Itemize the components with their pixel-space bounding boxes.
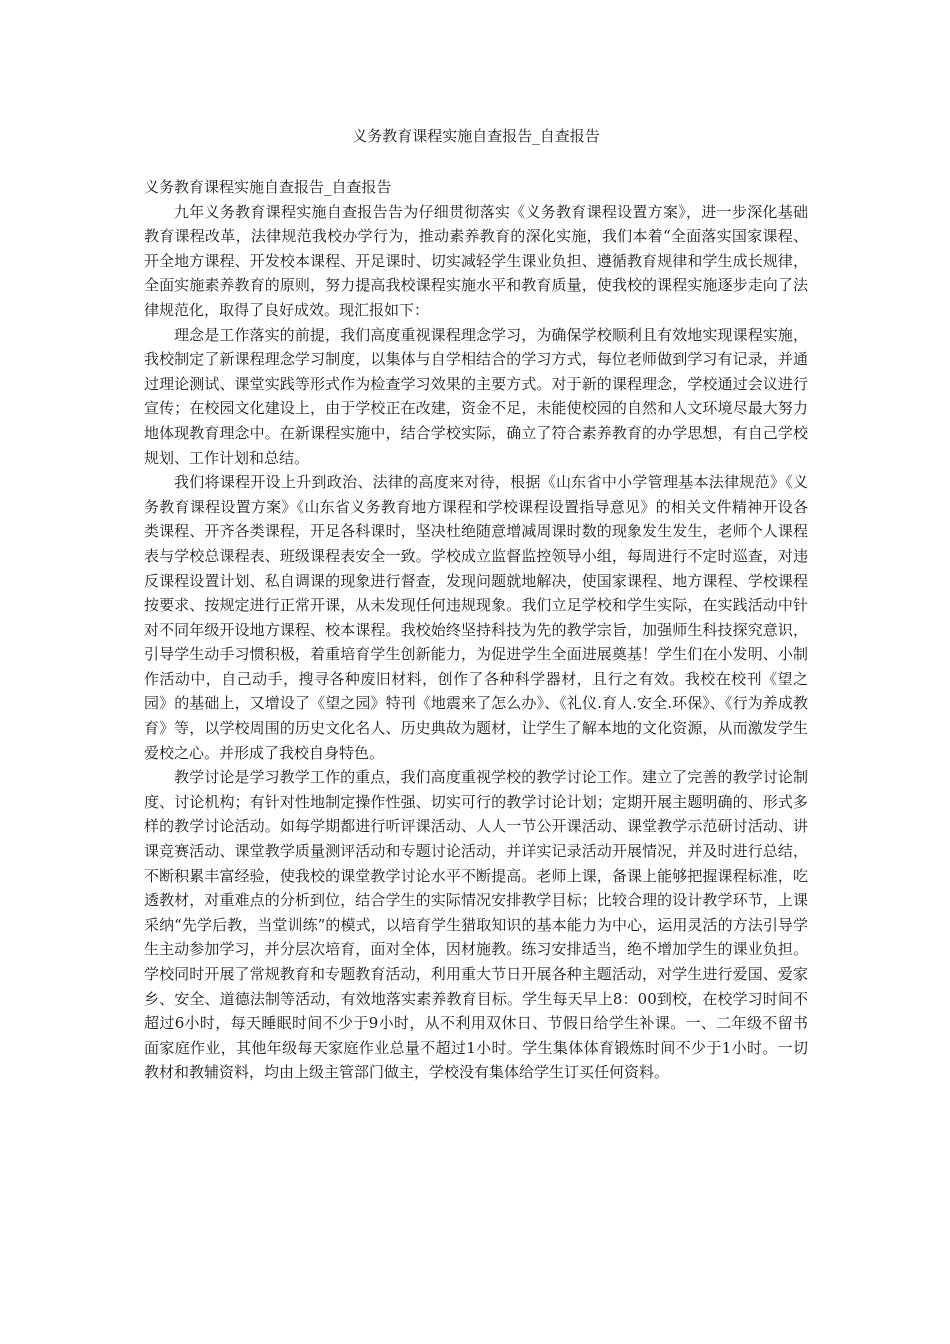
document-title: 义务教育课程实施自查报告_自查报告 xyxy=(352,127,600,145)
paragraph-course-offering: 我们将课程开设上升到政治、法律的高度来对待，根据《山东省中小学管理基本法律规范》《义务教育课程设置方案》《山东省义务教育地方课程和学校课程设置指导意见》的相关文件精神开设各类课程、开齐各类课程，开足各科课时，坚决杜绝随意增减周课时数的现象发生发生，老师个人课程表与学校总课程表、班级课程表安全一致。学校成立监督监控领导小组，每周进行不定时巡查，对违反课程设置计划、私自调课的现象进行督查，发现问题就地解决，使国家课程、地方课程、学校课程按要求、按规定进行正常开课，从未发现任何违规现象。我们立足学校和学生实际，在实践活动中针对不同年级开设地方课程、校本课程。我校始终坚持科技为先的教学宗旨，加强师生科技探究意识，引导学生动手习惯积极，着重培育学生创新能力，为促进学生全面进展奠基！学生们在小发明、小制作活动中，自己动手，搜寻各种废旧材料，创作了各种科学器材，且行之有效。我校在校刊《望之园》的基础上，又增设了《望之园》特刊《地震来了怎么办》、《礼仪.育人.安全.环保》、《行为养成教育》等，以学校周围的历史文化名人、历史典故为题材，让学生了解本地的文化资源，从而激发学生爱校之心。并形成了我校自身特色。 xyxy=(144,473,808,762)
document-body xyxy=(144,175,808,1085)
paragraph-teaching-research: 教学讨论是学习教学工作的重点，我们高度重视学校的教学讨论工作。建立了完善的教学讨论制度、讨论机构；有针对性地制定操作性强、切实可行的教学讨论计划；定期开展主题明确的、形式多样的教学讨论活动。如每学期都进行听评课活动、人人一节公开课活动、课堂教学示范研讨活动、讲课竞赛活动、课堂教学质量测评活动和专题讨论活动，并详实记录活动开展情况，并及时进行总结，不断积累丰富经验，使我校的课堂教学讨论水平不断提高。老师上课，备课上能够把握课程标准，吃透教材，对重难点的分析到位，结合学生的实际情况安排教学目标；比较合理的设计教学环节，上课采纳“先学后教，当堂训练”的模式，以培育学生猎取知识的基本能力为中心，运用灵活的方法引导学生主动参加学习，并分层次培育，面对全体，因材施教。练习安排适当，绝不增加学生的课业负担。学校同时开展了常规教育和专题教育活动，利用重大节日开展各种主题活动，对学生进行爱国、爱家乡、安全、道德法制等活动，有效地落实素养教育目标。学生每天早上8：00到校，在校学习时间不超过6小时，每天睡眠时间不少于9小时，从不利用双休日、节假日给学生补课。一、二年级不留书面家庭作业，其他年级每天家庭作业总量不超过1小时。学生集体体育锻炼时间不少于1小时。一切教材和教辅资料，均由上级主管部门做主，学校没有集体给学生订买任何资料。 xyxy=(144,768,808,1082)
paragraph-curriculum-concept: 理念是工作落实的前提，我们高度重视课程理念学习，为确保学校顺利且有效地实现课程实施，我校制定了新课程理念学习制度，以集体与自学相结合的学习方式，每位老师做到学习有记录，并通过理论测试、课堂实践等形式作为检查学习效果的主要方式。对于新的课程理念，学校通过会议进行宣传；在校园文化建设上，由于学校正在改建，资金不足，未能使校园的自然和人文环境尽最大努力地体现教育理念中。在新课程实施中，结合学校实际，确立了符合素养教育的办学思想，有自己学校规划、工作计划和总结。 xyxy=(144,325,808,467)
paragraph-intro: 九年义务教育课程实施自查报告告为仔细贯彻落实《义务教育课程设置方案》，进一步深化基础教育课程改革，法律规范我校办学行为，推动素养教育的深化实施，我们本着“全面落实国家课程、开全地方课程、开发校本课程、开足课时、切实减轻学生课业负担、遵循教育规律和学生成长规律，全面实施素养教育的原则，努力提高我校课程实施水平和教育质量，使我校的课程实施逐步走向了法律规范化，取得了良好成效。现汇报如下： xyxy=(144,202,808,319)
document-subtitle: 义务教育课程实施自查报告_自查报告 xyxy=(144,178,392,196)
